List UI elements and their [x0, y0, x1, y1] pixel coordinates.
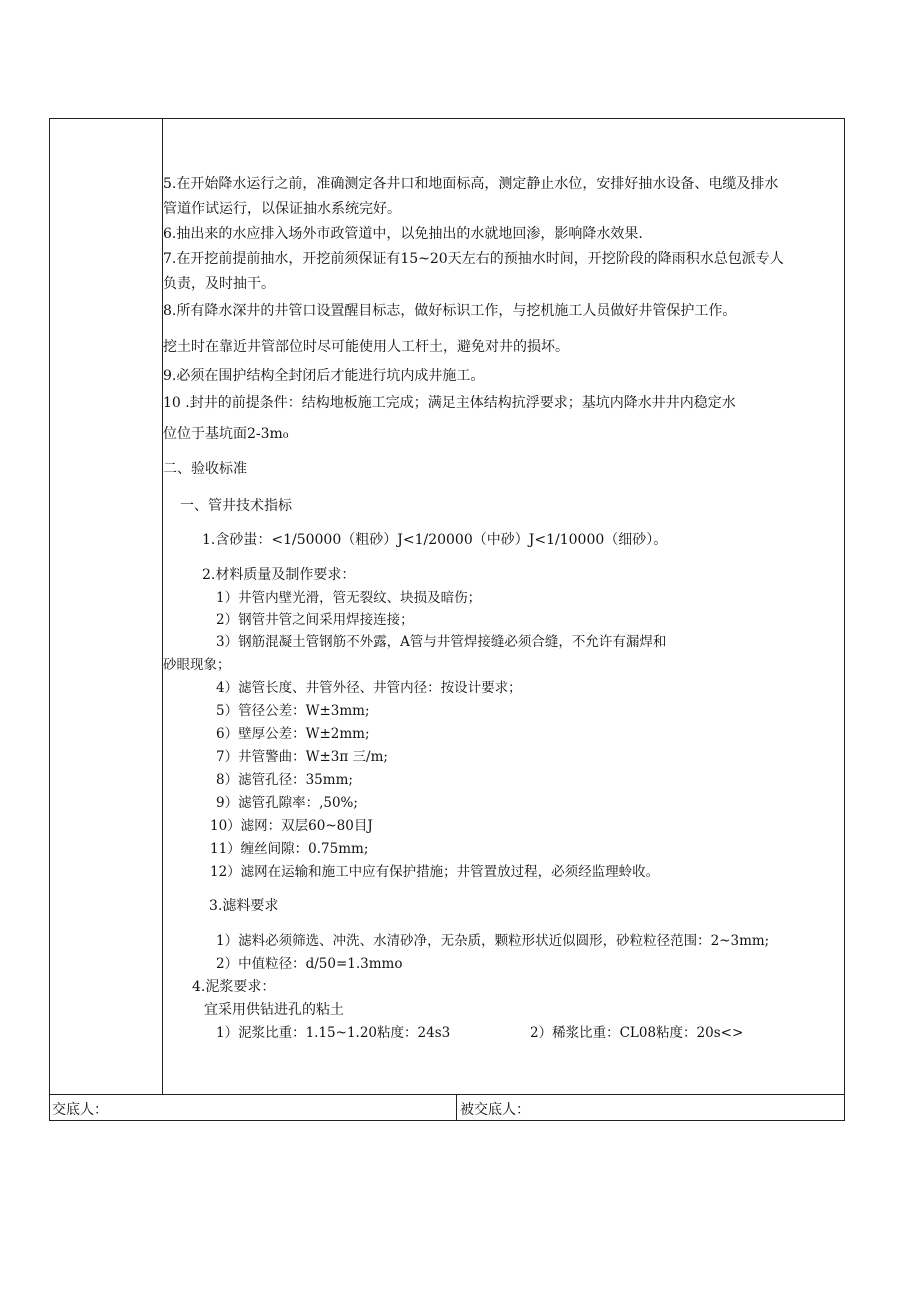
- text-line: 7.在开挖前提前抽水，开挖前须保证有15~20天左右的预抽水时间，开挖阶段的降雨积水总包派专人: [163, 251, 784, 267]
- list-item: 5）管径公差：W±3mm;: [216, 703, 370, 719]
- text-line: 宜采用供钻进孔的粘土: [204, 1002, 344, 1018]
- list-item: 1）井管内壁光滑，管无裂纹、块损及暗伤；: [216, 590, 482, 606]
- text-line: 5.在开始降水运行之前，准确测定各井口和地面标高，测定静止水位，安排好抽水设备、电缆及排水: [163, 176, 779, 192]
- discloser-label: 交底人：: [52, 1102, 108, 1118]
- list-item: 2）中值粒径：d/50=1.3mmo: [216, 956, 403, 972]
- disclosure-table: [49, 118, 845, 1121]
- list-item: 1）滤料必须筛选、冲洗、水清砂净，无杂质，颗粒形状近似圆形，砂粒粒径范围：2~3mm;: [216, 933, 770, 949]
- list-item: 2）稀浆比重：CL08粘度：20s<>: [530, 1025, 744, 1041]
- list-item: 7）井管警曲：W±3π 三/m;: [216, 749, 388, 765]
- list-item: 11）缠丝间隙：0.75mm;: [210, 841, 369, 857]
- list-item: 3）钢筋混凝土管钢筋不外露，A管与井管焊接缝必须合缝，不允许有漏焊和: [216, 634, 667, 650]
- subsection-heading: 一、管井技术指标: [180, 498, 292, 514]
- list-item: 8）滤管孔径：35mm;: [216, 772, 353, 788]
- list-item: 10）滤网：双层60~80目J: [210, 818, 373, 834]
- list-item: 2）钢管井管之间采用焊接连接；: [216, 612, 414, 628]
- footer-divider: [50, 1094, 844, 1095]
- text-line: 10 .封井的前提条件：结构地板施工完成；满足主体结构抗浮要求；基坑内降水井井内稳定水: [163, 395, 736, 411]
- list-item: 9）滤管孔隙率：,50%;: [216, 795, 358, 811]
- footer-column-divider: [456, 1094, 457, 1121]
- list-item: 12）滤网在运输和施工中应有保护措施；井管置放过程，必须经监理蛉收。: [210, 864, 660, 880]
- text-line: 3.滤料要求: [209, 898, 279, 914]
- text-line: 9.必须在围护结构全封闭后才能进行坑内成井施工。: [163, 368, 485, 384]
- text-line: 6.抽出来的水应排入场外市政管道中，以免抽出的水就地回渗，影响降水效果.: [163, 226, 643, 242]
- text-line: 8.所有降水深井的井管口设置醒目标志，做好标识工作，与挖机施工人员做好井管保护工作。: [163, 303, 737, 319]
- text-line: 1.含砂蚩：<1/50000（粗砂）J<1/20000（中砂）J<1/10000（细砂）。: [202, 532, 668, 548]
- text-line: 2.材料质量及制作要求：: [202, 567, 356, 583]
- recipient-label: 被交底人：: [460, 1102, 530, 1118]
- text-line: 4.泥浆要求：: [192, 979, 276, 995]
- text-line: 位位于基坑面2-3m₀: [163, 426, 289, 442]
- text-line: 挖土时在靠近井管部位时尽可能使用人工杆土，避免对井的损坏。: [163, 339, 569, 355]
- list-item: 4）滤管长度、井管外径、井管内径：按设计要求；: [216, 680, 522, 696]
- list-item: 砂眼现象；: [163, 657, 231, 673]
- list-item: 6）壁厚公差：W±2mm;: [216, 726, 370, 742]
- text-line: 负责，及时抽干。: [163, 276, 275, 292]
- section-heading: 二、验收标准: [163, 461, 247, 477]
- list-item: 1）泥浆比重：1.15~1.20粘度：24s3: [216, 1025, 451, 1041]
- text-line: 管道作试运行，以保证抽水系统完好。: [163, 201, 401, 217]
